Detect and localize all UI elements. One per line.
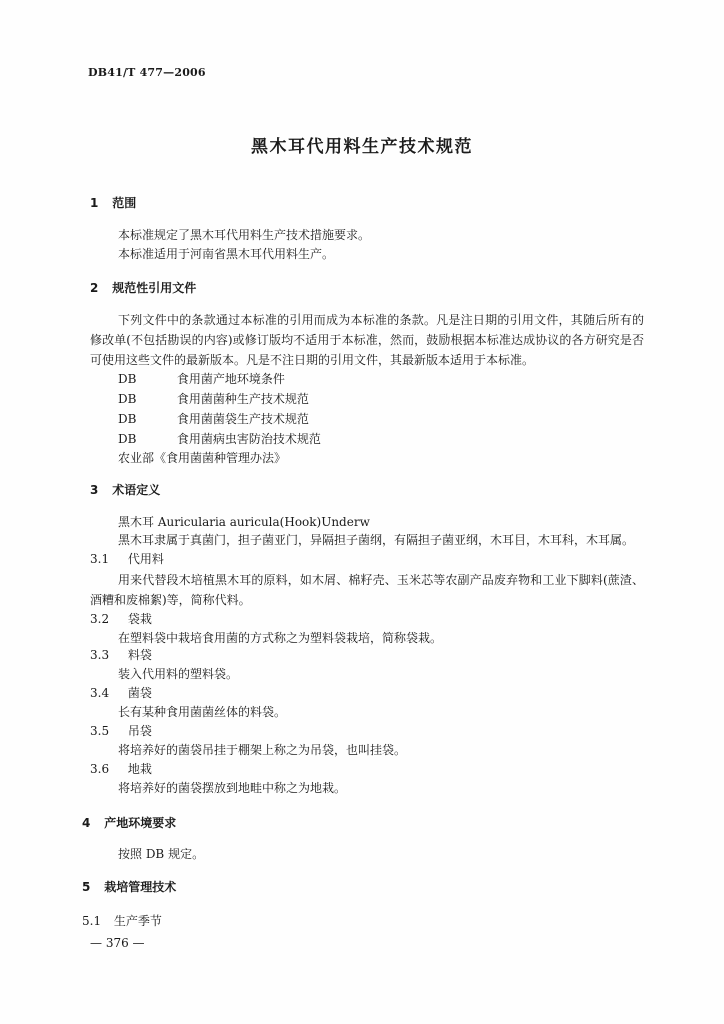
term-3-6-definition: 将培养好的菌袋摆放到地畦中称之为地栽。: [118, 781, 347, 795]
section-4-paragraph: 按照 DB 规定。: [118, 847, 205, 861]
term-3-2-heading: [90, 610, 152, 627]
term-3-1-definition: 用来代替段木培植黑木耳的原料，如木屑、棉籽壳、玉米芯等农副产品废弃物和工业下脚料(蔗渣、酒糟和废棉絮)等，简称代料。: [90, 573, 644, 607]
section-5-heading: [82, 878, 176, 895]
term-3-6-heading: [90, 760, 152, 777]
reference-item: [118, 430, 321, 447]
reference-code: DB: [118, 412, 137, 426]
subsection-number: 5.1: [82, 914, 102, 928]
term-name: 代用料: [127, 552, 164, 566]
section-number: 3: [90, 483, 99, 497]
term-3-4-heading: [90, 684, 152, 701]
section-number: 4: [82, 816, 91, 830]
section-title: 产地环境要求: [104, 816, 177, 830]
document-title: 黑木耳代用料生产技术规范: [251, 137, 473, 157]
term-number: 3.4: [90, 686, 110, 700]
term-3-4-definition: 长有某种食用菌菌丝体的料袋。: [118, 705, 287, 719]
reference-name: 食用菌菌种生产技术规范: [176, 392, 309, 406]
section-1-paragraph-1: 本标准规定了黑木耳代用料生产技术措施要求。: [118, 228, 371, 242]
term-number: 3.3: [90, 648, 110, 662]
term-number: 3.2: [90, 612, 110, 626]
term-3-3-heading: [90, 646, 152, 663]
section-title: 规范性引用文件: [112, 281, 197, 295]
term-intro-latin: 黑木耳 Auricularia auricula(Hook)Underw: [118, 515, 370, 529]
reference-item: [118, 390, 309, 407]
section-2-heading: [90, 279, 196, 296]
term-3-5-heading: [90, 722, 152, 739]
section-2-paragraph: 下列文件中的条款通过本标准的引用而成为本标准的条款。凡是注日期的引用文件，其随后所有的修改单(不包括勘误的内容)或修订版均不适用于本标准，然而，鼓励根据本标准达成协议的各方研究是否可使用这些文件的最新版本。凡是不注日期的引用文件，其最新版本适用于本标准。: [90, 313, 644, 367]
page-number: — 376 —: [90, 936, 145, 950]
reference-code: DB: [118, 372, 137, 386]
term-3-5-definition: 将培养好的菌袋吊挂于棚架上称之为吊袋，也叫挂袋。: [118, 743, 407, 757]
reference-extra: 农业部《食用菌菌种管理办法》: [118, 451, 287, 465]
section-title: 栽培管理技术: [104, 880, 177, 894]
section-1-heading: [90, 194, 136, 211]
term-3-1-heading: [90, 550, 164, 567]
reference-item: [118, 410, 309, 427]
section-3-heading: [90, 481, 160, 498]
reference-code: DB: [118, 432, 137, 446]
term-name: 菌袋: [127, 686, 152, 700]
term-name: 料袋: [127, 648, 152, 662]
section-number: 1: [90, 196, 99, 210]
subsection-title: 生产季节: [113, 914, 162, 928]
term-name: 地栽: [127, 762, 152, 776]
section-title: 范围: [112, 196, 137, 210]
term-3-3-definition: 装入代用料的塑料袋。: [118, 667, 239, 681]
document-code: DB41/T 477—2006: [88, 66, 206, 79]
term-number: 3.1: [90, 552, 110, 566]
term-name: 袋栽: [127, 612, 152, 626]
reference-item: [118, 370, 285, 387]
section-1-paragraph-2: 本标准适用于河南省黑木耳代用料生产。: [118, 247, 335, 261]
reference-name: 食用菌病虫害防治技术规范: [176, 432, 321, 446]
term-number: 3.5: [90, 724, 110, 738]
reference-code: DB: [118, 392, 137, 406]
term-name: 吊袋: [127, 724, 152, 738]
reference-name: 食用菌产地环境条件: [176, 372, 285, 386]
section-number: 2: [90, 281, 99, 295]
section-number: 5: [82, 880, 91, 894]
reference-name: 食用菌菌袋生产技术规范: [176, 412, 309, 426]
section-5-1-heading: [82, 912, 162, 929]
term-number: 3.6: [90, 762, 110, 776]
term-intro-taxonomy: 黑木耳隶属于真菌门，担子菌亚门，异隔担子菌纲，有隔担子菌亚纲，木耳目，木耳科，木耳属。: [118, 533, 635, 547]
term-3-2-definition: 在塑料袋中栽培食用菌的方式称之为塑料袋栽培，简称袋栽。: [118, 631, 443, 645]
section-4-heading: [82, 814, 176, 831]
section-title: 术语定义: [112, 483, 161, 497]
